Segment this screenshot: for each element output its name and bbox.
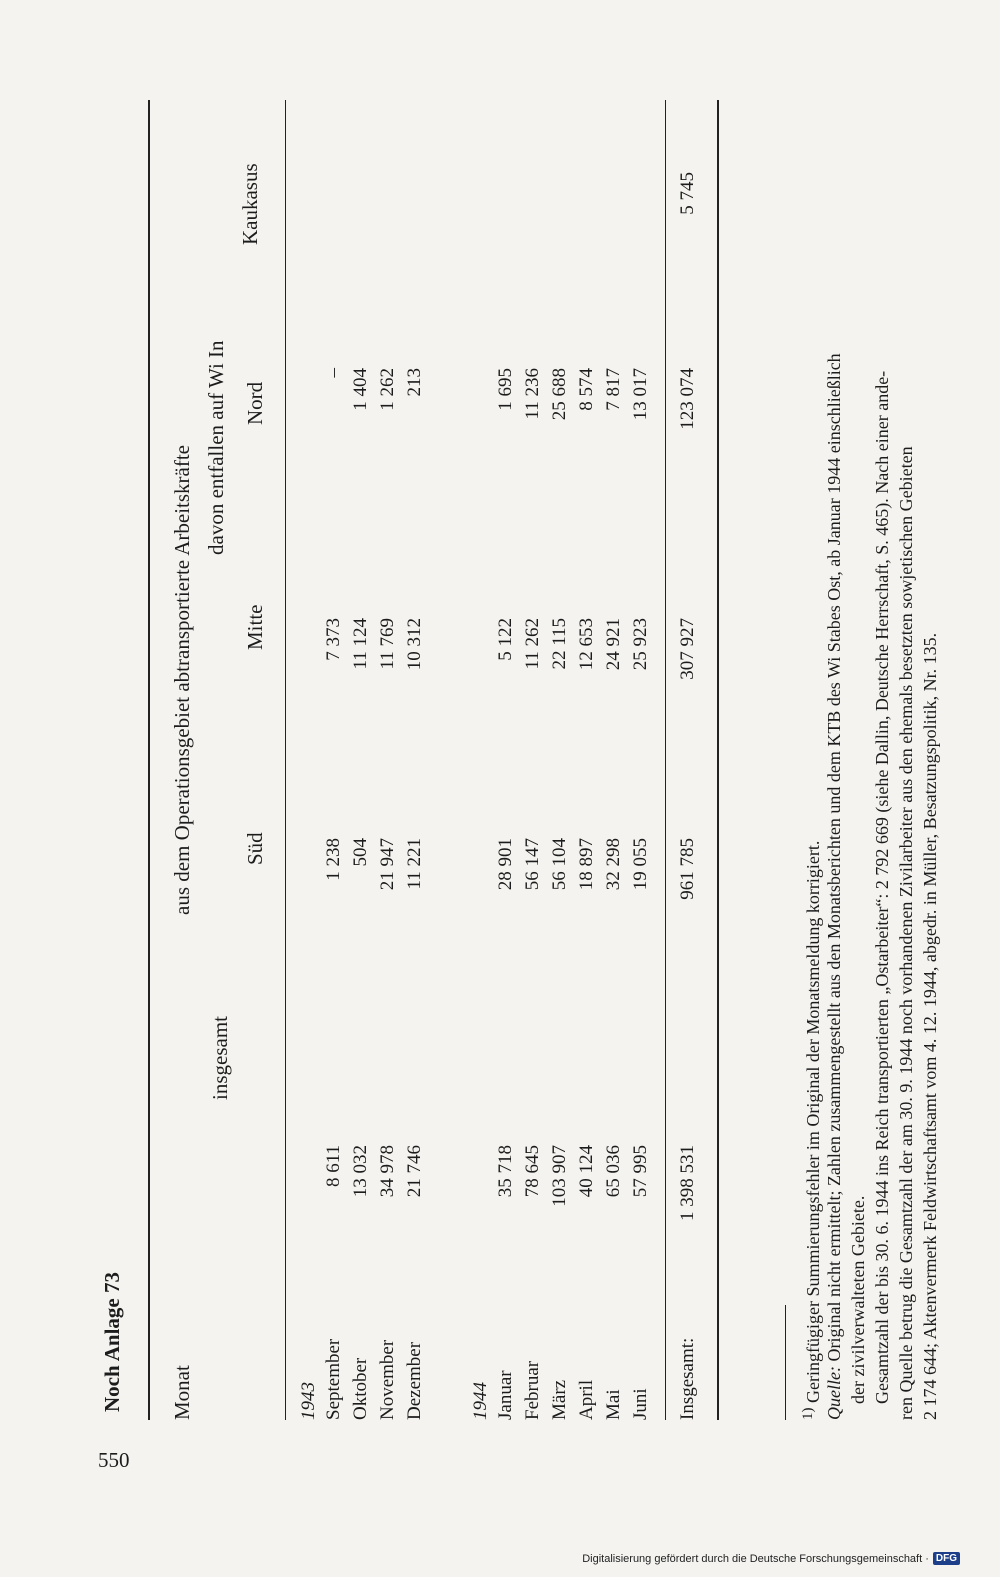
insgesamt-cell: 40 124 <box>576 1145 597 1198</box>
header-nord: Nord <box>243 381 267 425</box>
header-insgesamt: insgesamt <box>208 1016 232 1100</box>
sued-cell: 56 104 <box>549 838 570 891</box>
table-top-rule <box>148 100 150 1420</box>
mitte-cell: 11 262 <box>522 618 543 670</box>
footnote-1 <box>797 841 825 1420</box>
table-row <box>377 100 403 1420</box>
sued-cell: 28 901 <box>495 838 516 891</box>
insgesamt-cell: 103 907 <box>549 1145 570 1207</box>
header-bottom-rule <box>285 100 286 1420</box>
nord-cell: 8 574 <box>576 368 597 411</box>
nord-cell: – <box>323 368 344 378</box>
mitte-cell: 10 312 <box>404 618 425 671</box>
page-number: 550 <box>98 1448 130 1472</box>
note-line-1: Gesamtzahl der bis 30. 6. 1944 ins Reich transportierten „Ostarbeiter“: 2 792 669 (siehe Dallin, Deutsche Herrschaft, S. 465). Nach einer ande- <box>872 370 892 1404</box>
table-bottom-rule <box>717 100 719 1420</box>
table-row <box>630 100 656 1420</box>
insgesamt-cell: 35 718 <box>495 1145 516 1198</box>
table-row <box>495 100 521 1420</box>
total-kaukasus: 5 745 <box>677 172 698 215</box>
table-row <box>549 100 575 1420</box>
dfg-logo: DFG <box>933 1552 960 1565</box>
year-label-1944: 1944 <box>470 1382 491 1420</box>
insgesamt-cell: 21 746 <box>404 1145 425 1198</box>
month-cell: März <box>549 1379 570 1420</box>
quelle-label: Quelle: <box>824 1366 844 1420</box>
header-kaukasus: Kaukasus <box>238 163 262 245</box>
header-aus-dem-operationsgebiet: aus dem Operationsgebiet abtransportierte Arbeitskräfte <box>170 445 194 915</box>
table-row <box>522 100 548 1420</box>
total-insgesamt: 1 398 531 <box>677 1145 698 1221</box>
quelle-line-2: der zivilverwalteten Gebiete. <box>848 1195 868 1404</box>
table-row <box>404 100 430 1420</box>
sued-cell: 21 947 <box>377 838 398 891</box>
total-row <box>677 100 703 1420</box>
mitte-cell: 25 923 <box>630 618 651 671</box>
footnote-1-text: Geringfügiger Summierungsfehler im Original der Monatsmeldung korrigiert. <box>803 840 823 1403</box>
mitte-cell: 7 373 <box>323 618 344 661</box>
sued-cell: 1 238 <box>323 838 344 881</box>
month-cell: September <box>323 1338 344 1420</box>
nord-cell: 11 236 <box>522 368 543 420</box>
insgesamt-cell: 57 995 <box>630 1145 651 1198</box>
footer-text: Digitalisierung gefördert durch die Deutsche Forschungsgemeinschaft · <box>582 1552 929 1565</box>
table-row <box>323 100 349 1420</box>
quelle-line-1 <box>823 353 846 1420</box>
nord-cell: 1 695 <box>495 368 516 411</box>
footnote-separator <box>785 1305 786 1420</box>
insgesamt-cell: 78 645 <box>522 1145 543 1198</box>
month-cell: Dezember <box>404 1341 425 1420</box>
mitte-cell: 11 769 <box>377 618 398 670</box>
header-mitte: Mitte <box>243 604 267 650</box>
page-title: Noch Anlage 73 <box>100 1271 124 1412</box>
month-cell: November <box>377 1339 398 1420</box>
month-cell: Februar <box>522 1360 543 1420</box>
total-sued: 961 785 <box>677 838 698 900</box>
sued-cell: 56 147 <box>522 838 543 891</box>
insgesamt-cell: 13 032 <box>350 1145 371 1198</box>
month-cell: Mai <box>603 1389 624 1420</box>
month-cell: Januar <box>495 1370 516 1420</box>
mitte-cell: 24 921 <box>603 618 624 671</box>
header-sued: Süd <box>243 832 267 865</box>
total-label: Insgesamt: <box>677 1337 698 1420</box>
footnote-1-marker: 1) <box>800 1407 816 1420</box>
nord-cell: 1 262 <box>377 368 398 411</box>
total-top-rule <box>665 100 666 1420</box>
nord-cell: 1 404 <box>350 368 371 411</box>
month-cell: Oktober <box>350 1357 371 1420</box>
sued-cell: 11 221 <box>404 838 425 890</box>
total-mitte: 307 927 <box>677 618 698 680</box>
month-cell: Juni <box>630 1388 651 1420</box>
nord-cell: 213 <box>404 368 425 397</box>
mitte-cell: 11 124 <box>350 618 371 670</box>
rotated-page-content <box>100 100 940 1420</box>
insgesamt-cell: 65 036 <box>603 1145 624 1198</box>
year-label-1943: 1943 <box>298 1382 319 1420</box>
total-nord: 123 074 <box>677 368 698 430</box>
digitization-footer <box>582 1552 960 1565</box>
nord-cell: 25 688 <box>549 368 570 421</box>
sued-cell: 504 <box>350 838 371 867</box>
nord-cell: 7 817 <box>603 368 624 411</box>
insgesamt-cell: 8 611 <box>323 1145 344 1188</box>
sued-cell: 18 897 <box>576 838 597 891</box>
note-line-2: ren Quelle betrug die Gesamtzahl der am 30. 9. 1944 noch vorhandenen Zivilarbeiter aus den ehemals besetzten sowjetischen Gebieten <box>896 446 916 1420</box>
header-monat: Monat <box>170 1365 194 1420</box>
table-row <box>576 100 602 1420</box>
header-davon-entfallen: davon entfallen auf Wi In <box>204 340 228 555</box>
quelle-text-1: Original nicht ermittelt; Zahlen zusammengestellt aus den Monatsberichten und dem KTB des Wi Stabes Ost, ab Januar 1944 einschließlich <box>824 353 844 1362</box>
table-row <box>350 100 376 1420</box>
insgesamt-cell: 34 978 <box>377 1145 398 1198</box>
nord-cell: 13 017 <box>630 368 651 421</box>
month-cell: April <box>576 1379 597 1420</box>
mitte-cell: 5 122 <box>495 618 516 661</box>
table-row <box>603 100 629 1420</box>
sued-cell: 19 055 <box>630 838 651 891</box>
mitte-cell: 12 653 <box>576 618 597 671</box>
sued-cell: 32 298 <box>603 838 624 891</box>
note-line-3: 2 174 644; Aktenvermerk Feldwirtschaftsamt vom 4. 12. 1944, abgedr. in Müller, Besatzungspolitik, Nr. 135. <box>920 632 940 1420</box>
mitte-cell: 22 115 <box>549 618 570 670</box>
